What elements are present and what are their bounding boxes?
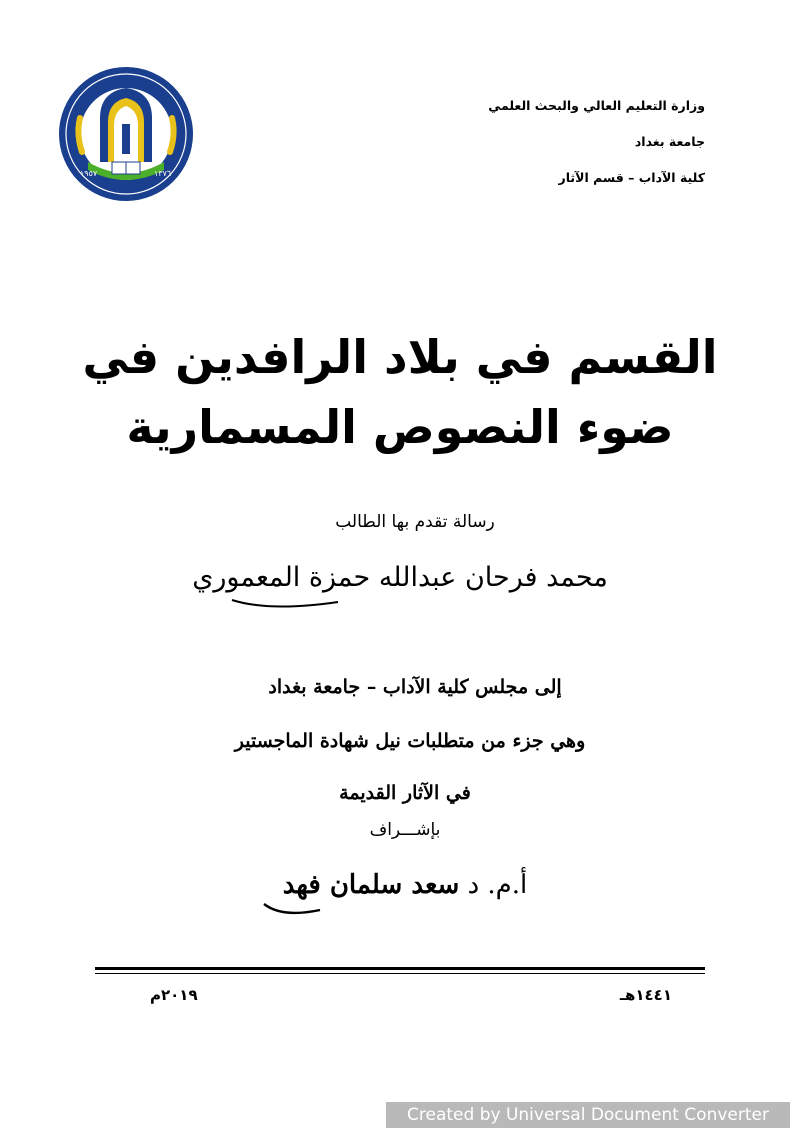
submitted-by-label: رسالة تقدم بها الطالب [335, 512, 495, 532]
degree-requirement-line: وهي جزء من متطلبات نيل شهادة الماجستير [234, 730, 586, 752]
student-name: محمد فرحان عبدالله حمزة المعموري [192, 562, 608, 593]
university-name: جامعة بغداد [634, 134, 705, 149]
council-line: إلى مجلس كلية الآداب – جامعة بغداد [268, 676, 562, 698]
supervisor-rank: أ.م. د [467, 870, 528, 900]
field-of-study-line: في الآثار القديمة [339, 782, 471, 804]
gregorian-date: ٢٠١٩م [150, 986, 198, 1004]
supervisor-name: سعد سلمان فهد [282, 870, 460, 900]
supervision-label: بإشـــراف [369, 820, 441, 840]
footer-rule-thick [95, 967, 705, 970]
university-of-baghdad-seal-icon [58, 66, 194, 202]
supervisor-line [0, 870, 800, 900]
footer-rule-thin [95, 973, 705, 974]
svg-text:١٣٧٦: ١٣٧٦ [154, 169, 172, 178]
thesis-title [60, 322, 740, 462]
calligraphy-swash-icon [230, 596, 340, 612]
hijri-date: ١٤٤١هـ [619, 986, 672, 1004]
calligraphy-swash-icon [262, 900, 322, 918]
thesis-title-line-2: ضوء النصوص المسمارية [126, 400, 674, 454]
institution-header [385, 96, 705, 204]
thesis-title-line-1: القسم في بلاد الرافدين في [82, 330, 718, 384]
ministry-name: وزارة التعليم العالي والبحث العلمي [488, 98, 705, 113]
svg-text:١٩٥٧: ١٩٥٧ [80, 169, 98, 178]
converter-watermark: Created by Universal Document Converter [386, 1102, 790, 1128]
college-department: كلية الآداب – قسم الآثار [558, 170, 705, 185]
